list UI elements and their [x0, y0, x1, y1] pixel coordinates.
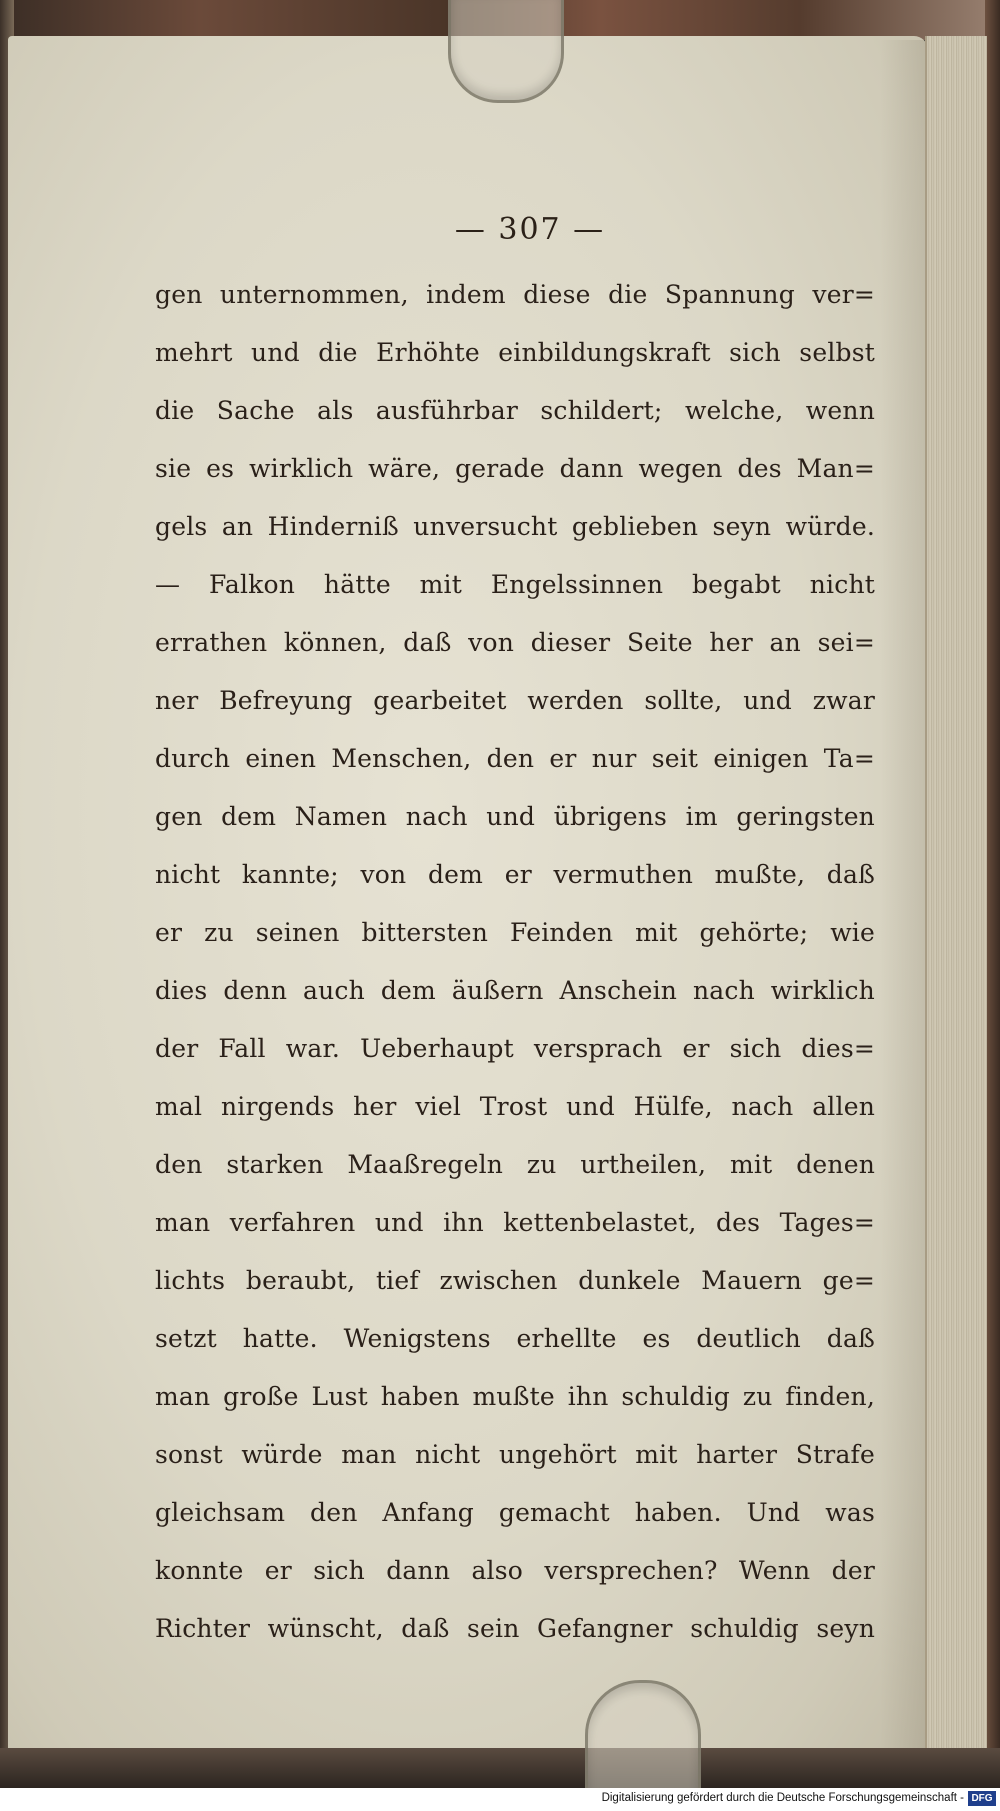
text-line: man verfahren und ihn kettenbelastet, des Tages=	[155, 1208, 875, 1237]
text-line: dies denn auch dem äußern Anschein nach wirklich	[155, 976, 875, 1005]
text-line: gleichsam den Anfang gemacht haben. Und was	[155, 1498, 875, 1527]
page-number: — 307 —	[454, 212, 606, 247]
book-cover-right	[985, 0, 1000, 1811]
text-line: der Fall war. Ueberhaupt versprach er sich dies=	[155, 1034, 875, 1063]
text-line: mal nirgends her viel Trost und Hülfe, nach allen	[155, 1092, 875, 1121]
text-line: ner Befreyung gearbeitet werden sollte, und zwar	[155, 686, 875, 715]
text-line: die Sache als ausführbar schildert; welche, wenn	[155, 396, 875, 425]
text-line: mehrt und die Erhöhte einbildungskraft sich selbst	[155, 338, 875, 367]
text-line: Richter wünscht, daß sein Gefangner schuldig seyn	[155, 1614, 875, 1643]
book-binding-bottom	[0, 1748, 1000, 1788]
funding-credit: Digitalisierung gefördert durch die Deutsche Forschungsgemeinschaft -	[601, 1792, 964, 1804]
text-line: lichts beraubt, tief zwischen dunkele Mauern ge=	[155, 1266, 875, 1295]
text-line: sie es wirklich wäre, gerade dann wegen des Man=	[155, 454, 875, 483]
text-line: den starken Maaßregeln zu urtheilen, mit denen	[155, 1150, 875, 1179]
text-line: gen dem Namen nach und übrigens im geringsten	[155, 802, 875, 831]
text-line: sonst würde man nicht ungehört mit harter Strafe	[155, 1440, 875, 1469]
text-line: man große Lust haben mußte ihn schuldig zu finden,	[155, 1382, 875, 1411]
text-line: gen unternommen, indem diese die Spannung ver=	[155, 280, 875, 309]
text-line: errathen können, daß von dieser Seite her an sei=	[155, 628, 875, 657]
text-line: nicht kannte; von dem er vermuthen mußte, daß	[155, 860, 875, 889]
text-line: setzt hatte. Wenigstens erhellte es deutlich daß	[155, 1324, 875, 1353]
page-clamp-bottom	[585, 1680, 701, 1793]
text-line: — Falkon hätte mit Engelssinnen begabt nicht	[155, 570, 875, 599]
text-line: konnte er sich dann also versprechen? Wenn der	[155, 1556, 875, 1585]
text-line: durch einen Menschen, den er nur seit einigen Ta=	[155, 744, 875, 773]
text-line: gels an Hinderniß unversucht geblieben seyn würde.	[155, 512, 875, 541]
dfg-logo: DFG	[968, 1791, 996, 1806]
page-edges	[925, 36, 987, 1766]
page-clamp-top	[448, 0, 564, 103]
text-line: er zu seinen bittersten Feinden mit gehörte; wie	[155, 918, 875, 947]
